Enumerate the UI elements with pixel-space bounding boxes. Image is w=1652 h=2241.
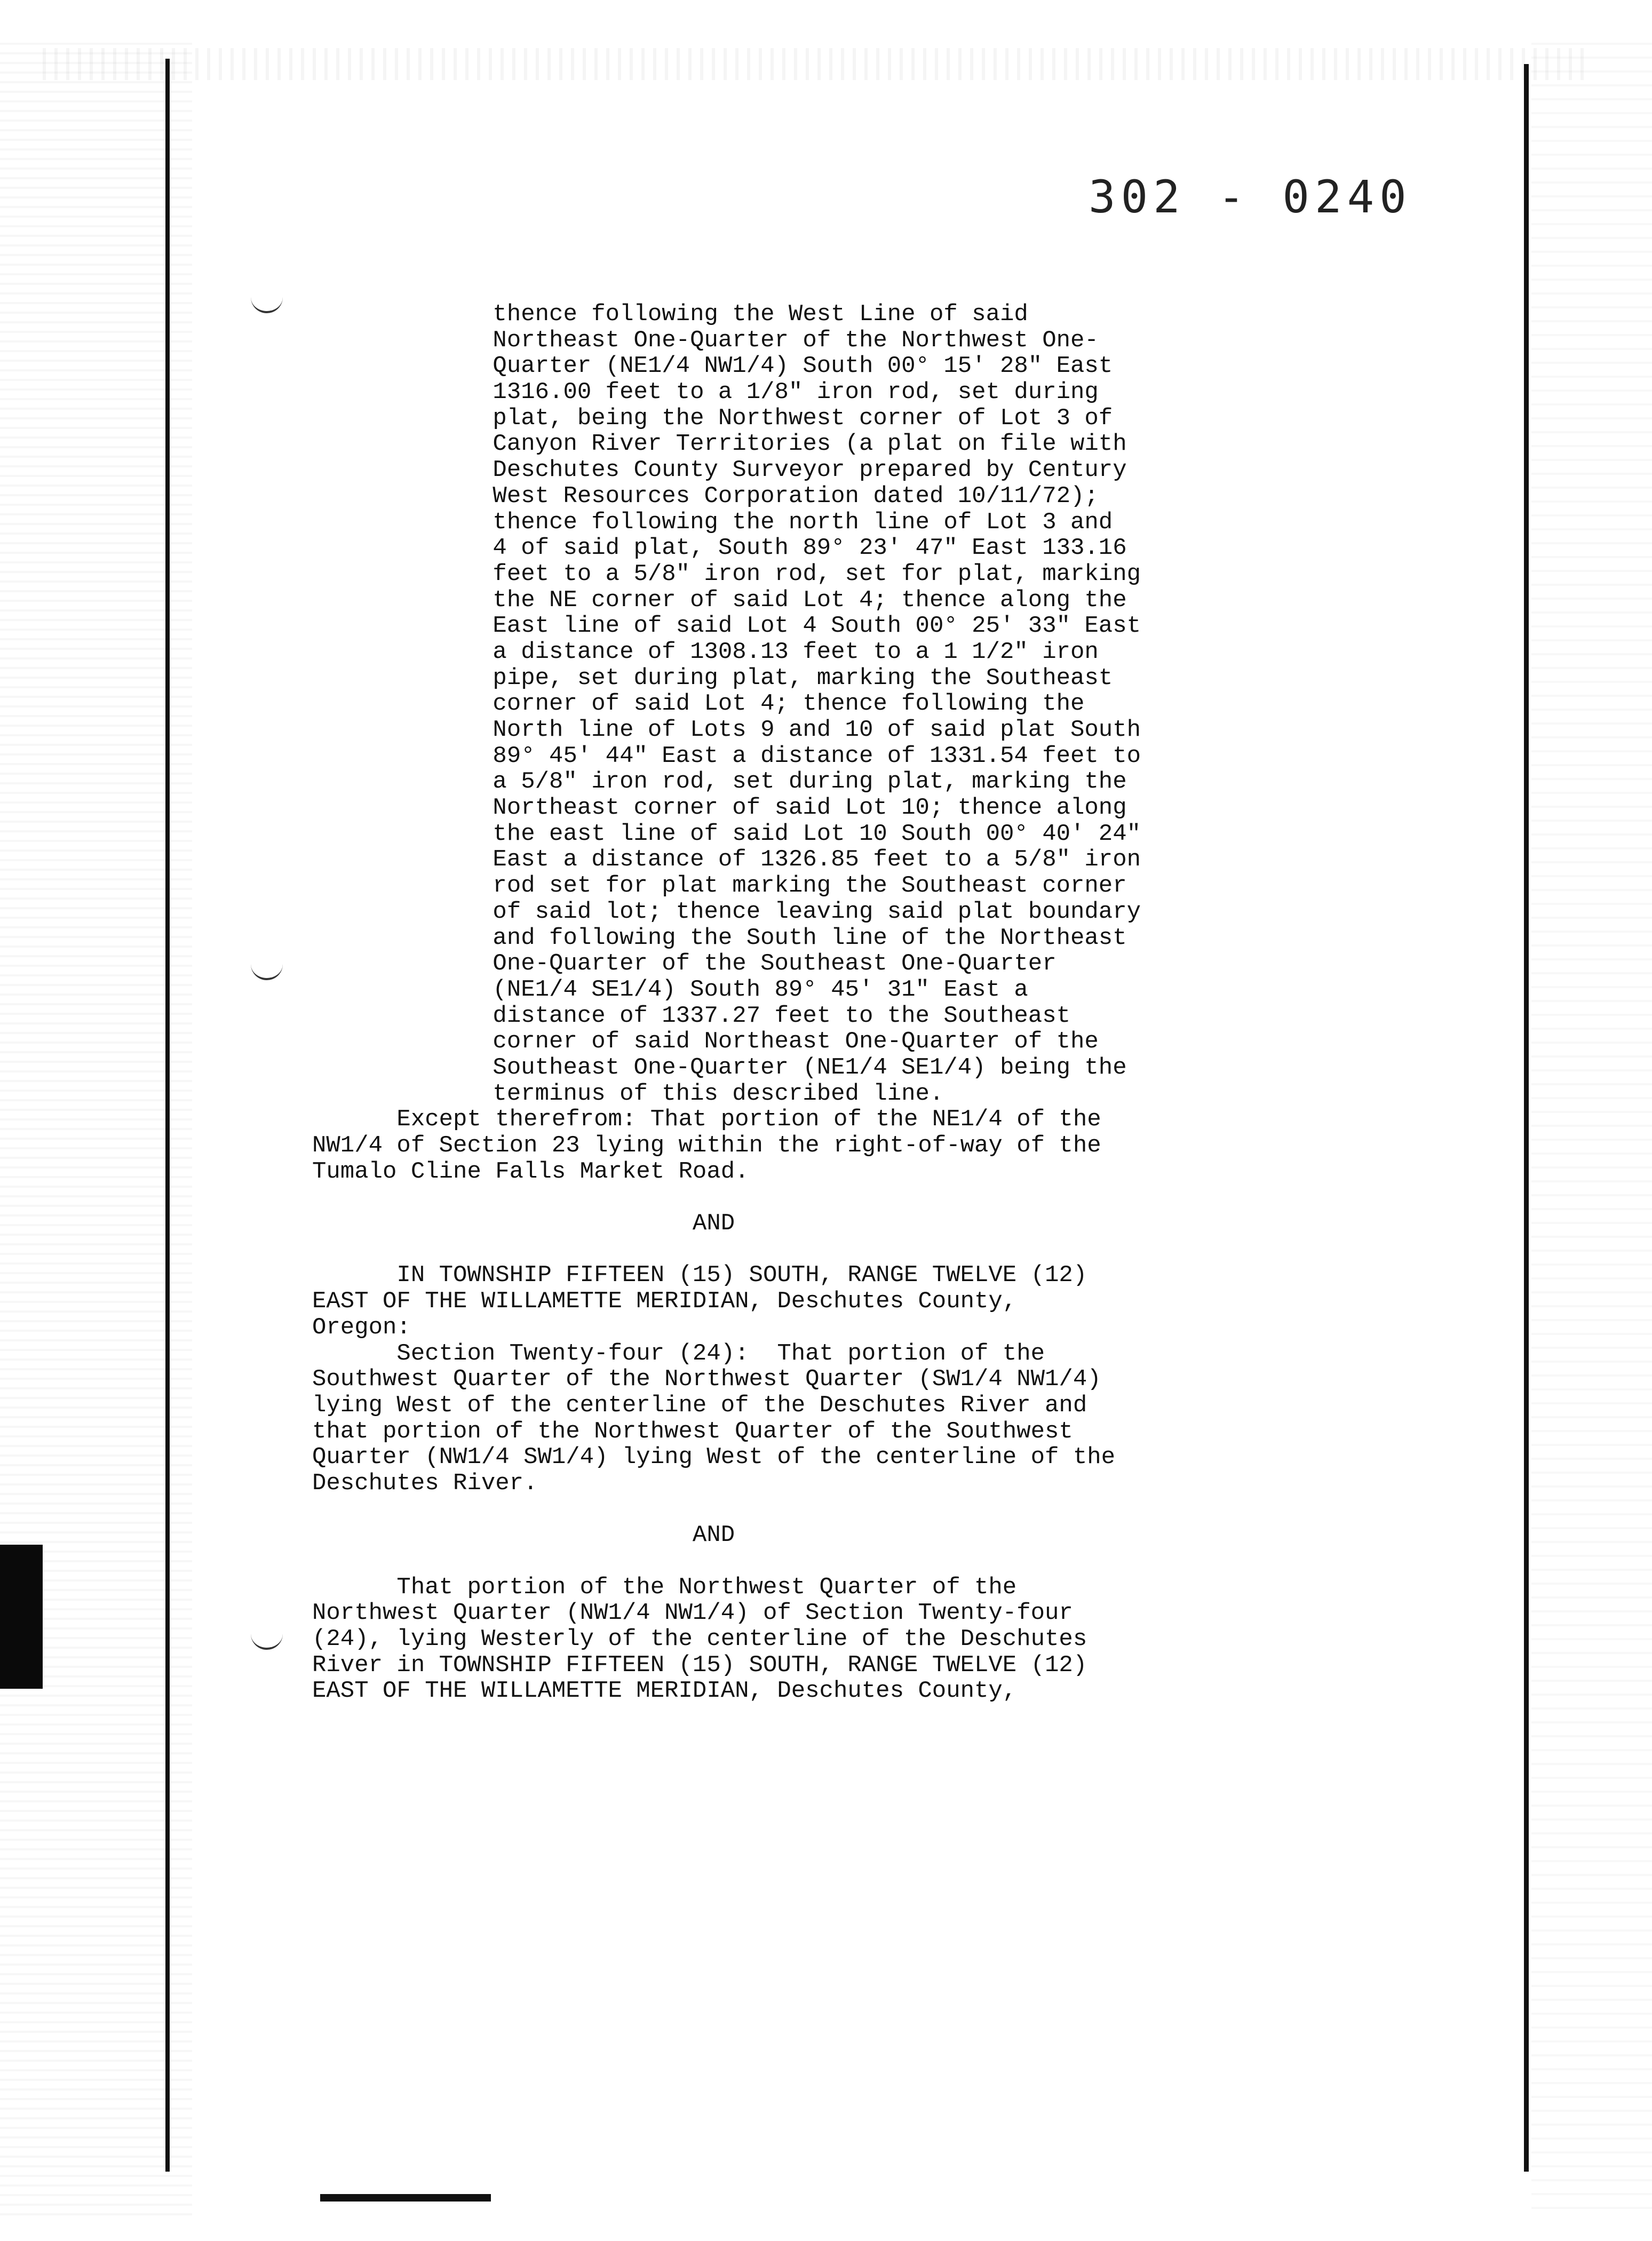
text-line: AND [312, 1210, 735, 1237]
text-line: North line of Lots 9 and 10 of said plat South [408, 717, 1141, 743]
text-line: Quarter (NW1/4 SW1/4) lying West of the centerline of the [312, 1444, 1116, 1471]
text-line: AND [312, 1522, 735, 1549]
text-line: IN TOWNSHIP FIFTEEN (15) SOUTH, RANGE TWELVE (12) [312, 1262, 1087, 1289]
text-line: River in TOWNSHIP FIFTEEN (15) SOUTH, RANGE TWELVE (12) [312, 1651, 1087, 1679]
bottom-scan-mark [320, 2194, 491, 2202]
text-line: Oregon: [312, 1314, 411, 1341]
text-line [312, 1185, 1433, 1211]
scan-noise-right [1531, 43, 1652, 2220]
text-line [312, 1237, 1433, 1263]
text-line: Quarter (NE1/4 NW1/4) South 00° 15' 28" East [408, 353, 1113, 380]
text-line: a 5/8" iron rod, set during plat, marking the [408, 768, 1127, 796]
text-line: thence following the north line of Lot 3 and [408, 508, 1113, 536]
left-margin-rule [165, 59, 170, 2172]
text-line: Northeast One-Quarter of the Northwest One- [408, 327, 1099, 354]
text-line: corner of said Northeast One-Quarter of the [408, 1028, 1099, 1055]
text-line: West Resources Corporation dated 10/11/72); [408, 482, 1099, 510]
hole-punch-mark [251, 963, 283, 980]
text-line: EAST OF THE WILLAMETTE MERIDIAN, Deschutes County, [312, 1288, 1017, 1315]
text-line: Northeast corner of said Lot 10; thence along [408, 794, 1127, 822]
text-line: Deschutes River. [312, 1469, 538, 1497]
text-line: of said lot; thence leaving said plat boundary [408, 898, 1141, 925]
text-line: Southeast One-Quarter (NE1/4 SE1/4) being the [408, 1054, 1127, 1081]
scan-noise-top [43, 48, 1590, 80]
text-line: NW1/4 of Section 23 lying within the right-of-way of the [312, 1132, 1101, 1159]
text-line: terminus of this described line. [408, 1080, 944, 1107]
text-line: pipe, set during plat, marking the Southeast [408, 664, 1113, 692]
text-line: Northwest Quarter (NW1/4 NW1/4) of Section Twenty-four [312, 1600, 1073, 1627]
text-line: and following the South line of the Northeast [408, 924, 1127, 951]
hole-punch-mark [251, 296, 283, 313]
text-line: thence following the West Line of said [408, 301, 1028, 328]
hole-punch-mark [251, 1633, 283, 1650]
page-number: 302 - 0240 [1089, 171, 1412, 223]
text-line: 1316.00 feet to a 1/8" iron rod, set during [408, 379, 1099, 406]
text-line: lying West of the centerline of the Deschutes River and [312, 1392, 1087, 1419]
text-line: rod set for plat marking the Southeast corner [408, 872, 1127, 900]
text-line: Except therefrom: That portion of the NE1/4 of the [312, 1106, 1101, 1133]
scan-noise-left [0, 43, 192, 2220]
text-line: corner of said Lot 4; thence following the [408, 690, 1085, 718]
text-line: (24), lying Westerly of the centerline of the Deschutes [312, 1626, 1087, 1653]
text-line: Section Twenty-four (24): That portion of the [312, 1340, 1045, 1367]
scan-edge-bar [0, 1545, 43, 1689]
text-line: that portion of the Northwest Quarter of the Southwest [312, 1418, 1073, 1445]
text-line [312, 1548, 1433, 1575]
text-line: EAST OF THE WILLAMETTE MERIDIAN, Deschutes County, [312, 1678, 1017, 1705]
text-line: 4 of said plat, South 89° 23' 47" East 133.16 [408, 535, 1127, 562]
text-line: Southwest Quarter of the Northwest Quarter (SW1/4 NW1/4) [312, 1366, 1101, 1393]
text-line [312, 1497, 1433, 1523]
text-line: East a distance of 1326.85 feet to a 5/8" iron [408, 846, 1141, 873]
legal-description-text [312, 301, 1539, 1705]
text-line: feet to a 5/8" iron rod, set for plat, marking [408, 560, 1141, 587]
text-line: 89° 45' 44" East a distance of 1331.54 feet to [408, 742, 1141, 769]
text-line: (NE1/4 SE1/4) South 89° 45' 31" East a [408, 976, 1028, 1003]
text-line: East line of said Lot 4 South 00° 25' 33" East [408, 613, 1141, 640]
text-line: the NE corner of said Lot 4; thence along the [408, 586, 1127, 614]
text-line: One-Quarter of the Southeast One-Quarter [408, 950, 1057, 978]
text-line: Tumalo Cline Falls Market Road. [312, 1158, 749, 1185]
text-line: a distance of 1308.13 feet to a 1 1/2" iron [408, 638, 1099, 665]
text-line: distance of 1337.27 feet to the Southeast [408, 1002, 1071, 1029]
text-line: That portion of the Northwest Quarter of the [312, 1574, 1017, 1601]
text-line: Canyon River Territories (a plat on file with [408, 431, 1127, 458]
text-line: the east line of said Lot 10 South 00° 40' 24" [408, 820, 1141, 847]
text-line: plat, being the Northwest corner of Lot 3 of [408, 404, 1113, 432]
text-line: Deschutes County Surveyor prepared by Century [408, 457, 1127, 484]
